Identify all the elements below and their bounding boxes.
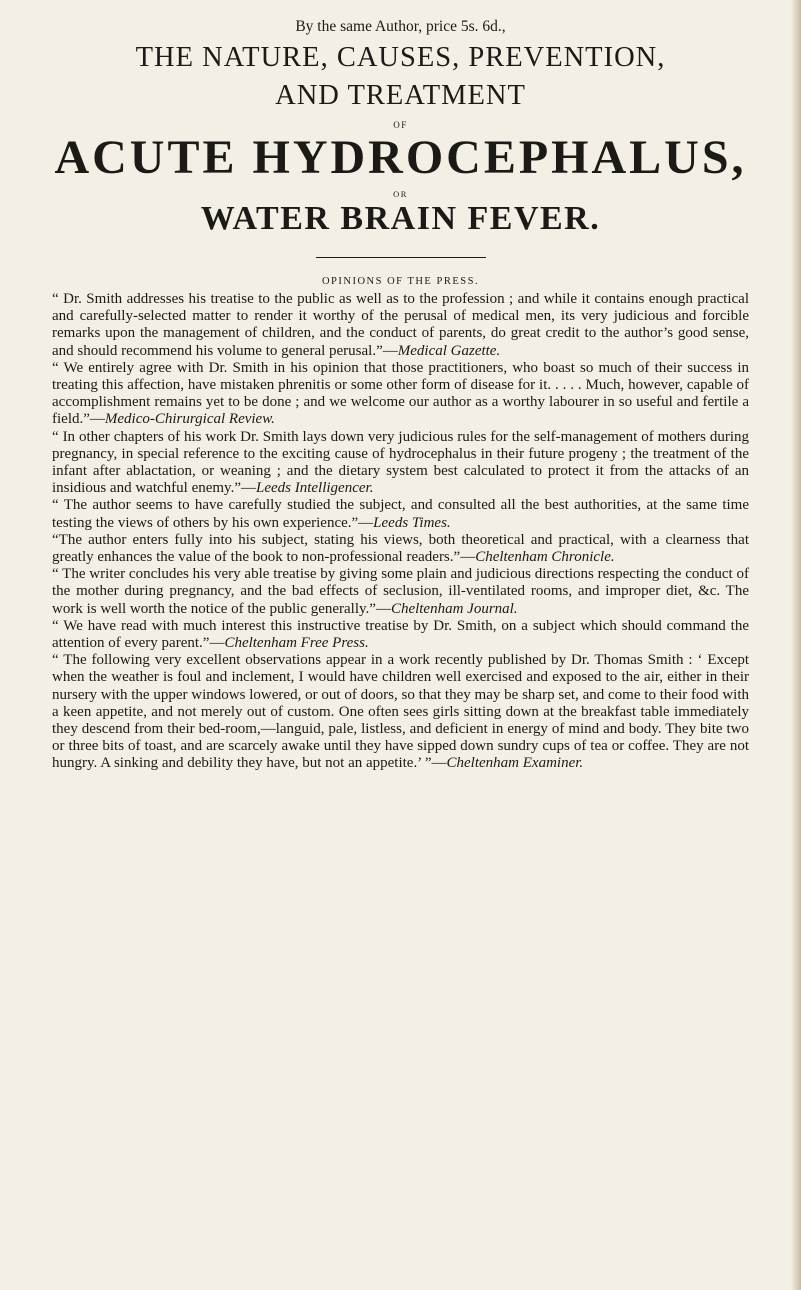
review-dash: — xyxy=(375,600,391,617)
review-text: “ In other chapters of his work Dr. Smith lays down very judicious rules for the self-management of mothers during pregnancy, in special reference to the exciting cause of hydrocephalus in their future progeny ; the treatment of the infant after ablactation, or weaning ; and the dietary system best calculated to protect it from the attacks of an insidious and watchful enemy.” xyxy=(52,428,749,497)
review-item xyxy=(52,497,749,531)
review-source: Medico-Chirurgical Review. xyxy=(104,411,275,428)
main-title: ACUTE HYDROCEPHALUS, xyxy=(54,131,747,184)
review-source: Cheltenham Examiner. xyxy=(446,755,584,772)
review-text: “The author enters fully into his subject, stating his views, both theoretical and practical, with a clearness that greatly enhances the value of the book to non-professional readers.” xyxy=(52,531,749,566)
review-item xyxy=(52,618,749,652)
reviews-list xyxy=(52,291,749,773)
review-source: Cheltenham Journal. xyxy=(390,600,518,617)
review-source: Cheltenham Free Press. xyxy=(224,635,369,652)
review-source: Leeds Times. xyxy=(373,514,451,531)
review-dash: — xyxy=(460,549,476,566)
review-dash: — xyxy=(89,411,105,428)
review-dash: — xyxy=(240,480,256,497)
author-price-line: By the same Author, price 5s. 6d., xyxy=(295,18,506,35)
review-item xyxy=(52,429,749,498)
review-source: Medical Gazette. xyxy=(397,342,501,359)
review-source: Leeds Intelligencer. xyxy=(255,480,374,497)
title-divider xyxy=(316,257,486,258)
of-connector: OF xyxy=(393,120,408,130)
review-dash: — xyxy=(382,342,398,359)
review-text: “ Dr. Smith addresses his treatise to the public as well as to the profession ; and while it contains enough practical and carefully-selected matter to render it worthy of the perusal of medical men, its very judicious and forcible remarks upon the management of children, and the conduct of parents, do great credit to the author’s good sense, and should recommend his volume to general perusal.” xyxy=(52,291,749,359)
review-text: “ The writer concludes his very able treatise by giving some plain and judicious directions respecting the conduct of the mother during pregnancy, and the bad effects of seclusion, ill-ventilated rooms, and improper diet, &c. The work is well worth the notice of the public generally.” xyxy=(52,566,749,617)
review-item xyxy=(52,291,749,360)
section-heading: OPINIONS OF THE PRESS. xyxy=(321,276,480,287)
review-item xyxy=(52,360,749,429)
review-dash: — xyxy=(431,755,447,772)
review-item xyxy=(52,566,749,618)
title-line-1: THE NATURE, CAUSES, PREVENTION, xyxy=(135,42,666,73)
title-line-2: AND TREATMENT xyxy=(275,80,526,111)
review-dash: — xyxy=(358,514,374,531)
review-text: “ The author seems to have carefully studied the subject, and consulted all the best authorities, at the same time testing the views of others by his own experience.” xyxy=(52,497,749,531)
review-item xyxy=(52,532,749,566)
alternate-title: WATER BRAIN FEVER. xyxy=(200,200,601,237)
review-text: “ The following very excellent observations appear in a work recently published by Dr. Thomas Smith : ‘ Except when the weather is foul and inclement, I would have children well exercised and exposed to the air, either in their nursery with the upper windows lowered, or out of doors, so that they may be sharp set, and come to their food with a keen appetite, and not merely out of custom. One often sees girls sitting down at the breakfast table immediately they descend from their bed-room,—languid, pale, listless, and deficient in energy of mind and body. They bite two or three bits of toast, and are scarcely awake until they have sipped down sundry cups of tea or coffee. They are not hungry. A sinking and debility they have, but not an appetite.’ ” xyxy=(52,652,749,772)
review-text: “ We have read with much interest this instructive treatise by Dr. Smith, on a subject which should command the attention of every parent.” xyxy=(52,617,749,652)
review-dash: — xyxy=(209,635,225,652)
page-edge-shadow xyxy=(791,0,801,1290)
or-connector: OR xyxy=(393,189,408,199)
review-item xyxy=(52,652,749,772)
review-source: Cheltenham Chronicle. xyxy=(475,549,615,566)
review-text: “ We entirely agree with Dr. Smith in his opinion that those practitioners, who boast so much of their success in treating this affection, have mistaken phrenitis or some other form of disease for it. . . . . Much, however, capable of accomplishment remains yet to be done ; and we welcome our author as a worthy labourer in so useful and fertile a field.” xyxy=(52,359,749,428)
